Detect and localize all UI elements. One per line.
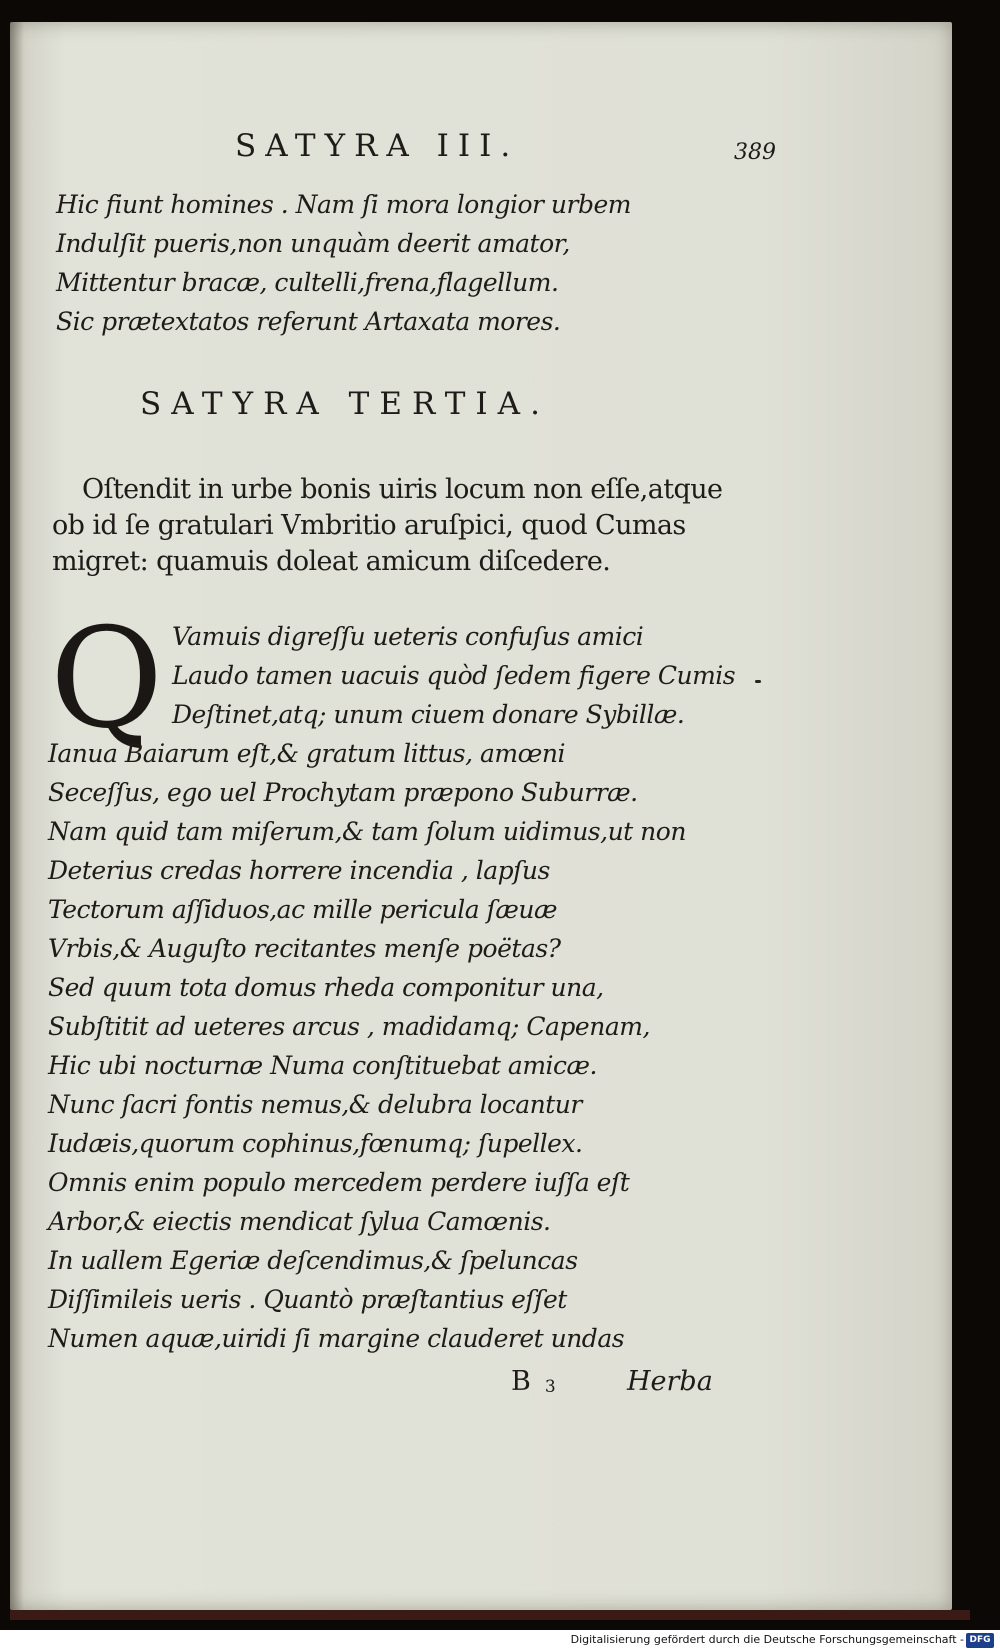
verse-line: Laudo tamen uacuis quòd ſedem figere Cumis	[172, 661, 736, 690]
book-page	[10, 22, 952, 1610]
book-edge	[10, 1610, 970, 1620]
argument-paragraph	[52, 472, 722, 580]
drop-cap: Q	[50, 598, 164, 759]
signature-mark	[511, 1366, 556, 1397]
verse-line: Iudæis,quorum cophinus,fœnumq; ſupellex.	[48, 1129, 583, 1158]
verse-line: Nam quid tam miſerum,& tam ſolum uidimus,ut non	[48, 817, 686, 846]
verse-line: Subſtitit ad ueteres arcus , madidamq; Capenam,	[48, 1012, 650, 1041]
verse-line: Hic ubi nocturnæ Numa conſtituebat amicæ.	[48, 1051, 597, 1080]
verse-line: Nunc ſacri fontis nemus,& delubra locantur	[48, 1090, 582, 1119]
verse-line: Seceſſus, ego uel Prochytam præpono Suburræ.	[48, 778, 638, 807]
verse-line: Sed quum tota domus rheda componitur una,	[48, 973, 604, 1002]
verse-line: Numen aquæ,uiridi ſi margine clauderet undas	[48, 1324, 625, 1353]
spine-shadow	[10, 22, 24, 1610]
verse-line: Deterius credas horrere incendia , lapſus	[48, 856, 550, 885]
verse-line: In uallem Egeriæ deſcendimus,& ſpeluncas	[48, 1246, 578, 1275]
verse-line: Tectorum aſſiduos,ac mille pericula ſæuæ	[48, 895, 558, 924]
verse-line: Diſſimileis ueris . Quantò præſtantius eſſet	[48, 1285, 567, 1314]
argument-line: migret: quamuis doleat amicum diſcedere.	[52, 546, 611, 577]
top-verses	[56, 185, 631, 341]
folio-number: 389	[734, 140, 776, 165]
signature-letter: B	[511, 1366, 531, 1397]
verse-line: Vrbis,& Auguſto recitantes menſe poëtas?	[48, 934, 561, 963]
argument-line: ob id ſe gratulari Vmbritio aruſpici, quod Cumas	[52, 510, 686, 541]
ink-speck	[755, 680, 761, 683]
verse-line: Vamuis digreſſu ueteris confuſus amici	[172, 622, 644, 651]
verse-line: Omnis enim populo mercedem perdere iuſſa eſt	[48, 1168, 630, 1197]
main-verses	[48, 734, 686, 1358]
verse-line: Mittentur bracæ, cultelli,frena,flagellum.	[56, 268, 559, 297]
verse-line: Arbor,& eiectis mendicat ſylua Camœnis.	[48, 1207, 551, 1236]
running-head: SATYRA III.	[235, 128, 520, 164]
verse-line: Indulſit pueris,non unquàm deerit amator,	[56, 229, 570, 258]
first-verses	[172, 617, 735, 734]
verse-line: Hic fiunt homines . Nam ſi mora longior urbem	[56, 190, 631, 219]
section-title: SATYRA TERTIA.	[140, 386, 550, 422]
argument-line: Oſtendit in urbe bonis uiris locum non eſſe,atque	[82, 474, 723, 505]
catchword: Herba	[627, 1366, 713, 1397]
signature-number: 3	[544, 1377, 556, 1397]
dfg-logo: DFG	[966, 1633, 994, 1648]
verse-line: Sic prætextatos referunt Artaxata mores.	[56, 307, 561, 336]
verse-line: Ianua Baiarum eſt,& gratum littus, amœni	[48, 739, 565, 768]
footer-credit: Digitalisierung gefördert durch die Deutsche Forschungsgemeinschaft -	[570, 1633, 964, 1646]
verse-line: Deſtinet,atq; unum ciuem donare Sybillæ.	[172, 700, 685, 729]
